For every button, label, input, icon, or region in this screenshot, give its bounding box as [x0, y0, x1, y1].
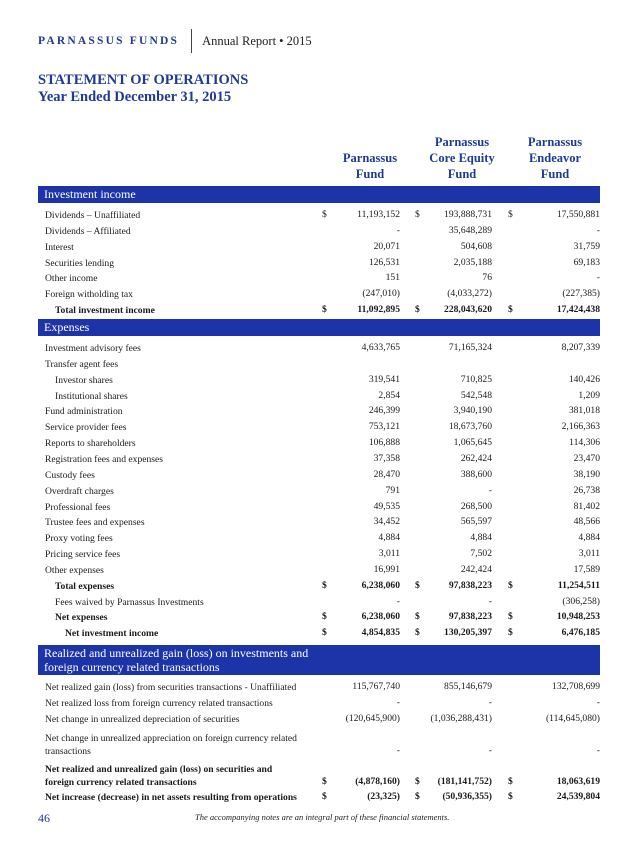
row-value: 18,063,619: [556, 775, 600, 787]
row-value: (120,645,900): [345, 712, 400, 724]
row-value: 542,548: [460, 389, 492, 401]
row-value: (306,258): [562, 595, 600, 607]
table-row: [45, 288, 600, 302]
table-row: [45, 791, 600, 805]
row-value: 18,673,760: [448, 421, 492, 433]
section-title: Expenses: [44, 320, 90, 334]
row-value: 17,589: [573, 563, 600, 575]
footer-note: The accompanying notes are an integral part of these financial statements.: [195, 812, 450, 822]
row-value: (50,936,355): [442, 790, 492, 802]
row-value: 37,358: [373, 452, 400, 464]
row-label: [55, 390, 128, 403]
table-row: [45, 580, 600, 594]
row-value: -: [488, 696, 492, 708]
column-header-line: Parnassus: [434, 135, 490, 149]
row-value: 855,146,679: [444, 681, 492, 692]
row-value: -: [396, 744, 400, 756]
row-value: 106,888: [368, 437, 400, 449]
row-label-line: Dividends – Unaffiliated: [45, 210, 141, 221]
row-value: 11,193,152: [357, 209, 400, 220]
row-value: 69,183: [573, 256, 600, 268]
row-label: [45, 516, 145, 529]
row-label: [45, 209, 140, 222]
row-value: 1,065,645: [453, 437, 492, 449]
table-row: [45, 304, 600, 318]
row-label-line: Other income: [45, 273, 98, 285]
dollar-sign: $: [508, 775, 513, 787]
row-value: -: [488, 484, 492, 496]
table-row: [45, 453, 600, 467]
row-label-line: Net increase (decrease) in net assets resulting from operations: [45, 791, 297, 803]
row-label-line: Other expenses: [45, 564, 104, 576]
table-row: [45, 421, 600, 435]
dollar-sign: $: [415, 304, 420, 316]
row-label-line: Total investment income: [55, 305, 155, 317]
column-header-line: Parnassus: [527, 135, 583, 149]
table-row: [45, 405, 600, 419]
row-label-line: Total expenses: [55, 580, 115, 592]
dollar-sign: $: [415, 790, 420, 802]
row-value: 504,608: [460, 240, 492, 252]
row-label-line: Foreign witholding tax: [45, 289, 133, 301]
row-value: (227,385): [562, 288, 600, 300]
row-value: 140,426: [568, 373, 600, 385]
table-row: [45, 713, 600, 727]
row-value: -: [596, 744, 600, 756]
row-value: 4,633,765: [361, 342, 400, 353]
row-value: (4,878,160): [355, 775, 400, 787]
row-label-line: Registration fees and expenses: [45, 453, 164, 465]
table-row: [45, 469, 600, 483]
row-value: 2,166,363: [561, 421, 600, 433]
row-value: (1,036,288,431): [430, 712, 492, 724]
row-label: [45, 697, 273, 710]
dollar-sign: $: [322, 304, 327, 316]
table-row: [45, 225, 600, 239]
row-value: (247,010): [362, 288, 400, 300]
section-header: [38, 645, 600, 675]
table-row: [45, 516, 600, 530]
row-value: 24,539,804: [556, 790, 600, 802]
row-label-line: Fund administration: [45, 406, 123, 418]
table-row: [45, 564, 600, 578]
row-value: 319,541: [368, 373, 400, 385]
table-row: [45, 763, 600, 791]
dollar-sign: $: [508, 611, 513, 623]
dollar-sign: $: [415, 209, 420, 220]
table-row: [45, 485, 600, 499]
row-value: -: [396, 595, 400, 607]
row-value: 151: [385, 272, 400, 284]
table-row: [45, 627, 600, 641]
row-label-line: Net change in unrealized depreciation of securities: [45, 713, 240, 725]
row-label-line: Net change in unrealized appreciation on foreign currency related: [45, 732, 297, 744]
row-value: -: [396, 224, 400, 236]
column-header: [412, 134, 512, 182]
table-row: [45, 272, 600, 286]
row-value: 48,566: [573, 516, 600, 528]
row-label-line: Net realized and unrealized gain (loss) on securities and: [45, 763, 273, 775]
row-label: [45, 732, 297, 758]
row-label: [45, 548, 120, 561]
row-value: -: [596, 272, 600, 284]
table-row: [45, 257, 600, 271]
dollar-sign: $: [322, 775, 327, 787]
row-value: 3,011: [378, 548, 400, 560]
section-header: [38, 319, 600, 336]
row-value: 388,600: [460, 468, 492, 480]
row-value: -: [488, 744, 492, 756]
table-row: [45, 390, 600, 404]
dollar-sign: $: [508, 790, 513, 802]
row-label: [45, 342, 141, 355]
row-value: 130,205,397: [444, 627, 492, 639]
table-row: [45, 697, 600, 711]
row-value: 193,888,731: [444, 209, 492, 220]
row-label: [55, 596, 204, 609]
dollar-sign: $: [322, 579, 327, 591]
row-label: [45, 469, 95, 482]
column-header-line: Parnassus: [342, 151, 398, 165]
row-label: [65, 627, 158, 640]
row-value: 4,854,835: [361, 627, 400, 639]
row-value: 97,838,223: [448, 579, 492, 591]
row-value: 26,738: [573, 484, 600, 496]
row-value: 76: [482, 272, 492, 284]
dollar-sign: $: [508, 304, 513, 316]
row-value: 565,597: [460, 516, 492, 528]
row-label: [45, 564, 104, 577]
table-row: [45, 437, 600, 451]
row-label: [45, 405, 123, 418]
table-row: [45, 732, 600, 760]
row-value: 126,531: [368, 256, 400, 268]
row-value: 97,838,223: [448, 611, 492, 623]
table-row: [45, 342, 600, 356]
row-value: 49,535: [373, 500, 400, 512]
table-row: [45, 209, 600, 223]
dollar-sign: $: [415, 579, 420, 591]
section-title: foreign currency related transactions: [44, 660, 220, 674]
row-label-line: Trustee fees and expenses: [45, 517, 145, 529]
row-label-line: Reports to shareholders: [45, 438, 136, 450]
row-value: 791: [385, 484, 400, 496]
dollar-sign: $: [415, 775, 420, 787]
column-header-line: Fund: [540, 167, 570, 181]
row-value: (23,325): [367, 790, 400, 802]
table-row: [45, 358, 600, 372]
table-row: [45, 374, 600, 388]
row-value: 81,402: [573, 500, 600, 512]
row-value: 38,190: [573, 468, 600, 480]
row-value: 11,254,511: [557, 579, 600, 591]
row-label-line: foreign currency related transactions: [45, 776, 197, 788]
table-row: [45, 596, 600, 610]
column-header: [505, 134, 605, 182]
row-label-line: Proxy voting fees: [45, 533, 113, 545]
dollar-sign: $: [322, 209, 327, 220]
row-label-line: Net expenses: [55, 612, 108, 624]
row-label: [45, 713, 239, 726]
row-label: [45, 421, 127, 434]
row-label-line: Securities lending: [45, 257, 115, 269]
row-value: 7,502: [470, 548, 492, 560]
row-label: [45, 257, 114, 270]
row-label-line: Net investment income: [65, 628, 159, 640]
row-value: -: [596, 696, 600, 708]
row-label-line: transactions: [45, 745, 91, 757]
row-value: -: [396, 696, 400, 708]
row-value: 4,884: [378, 532, 400, 544]
row-value: 2,035,188: [453, 256, 492, 268]
dollar-sign: $: [508, 209, 513, 220]
column-header-line: Fund: [355, 167, 385, 181]
row-label-line: Net realized gain (loss) from securities transactions - Unaffiliated: [45, 682, 297, 693]
row-value: 6,238,060: [361, 579, 400, 591]
row-value: 34,452: [373, 516, 400, 528]
row-value: 6,476,185: [561, 627, 600, 639]
row-value: -: [596, 224, 600, 236]
row-value: (4,033,272): [447, 288, 492, 300]
row-value: 11,092,895: [357, 304, 400, 316]
table-row: [45, 548, 600, 562]
row-label-line: Dividends – Affiliated: [45, 225, 131, 237]
dollar-sign: $: [415, 627, 420, 639]
row-label-line: Institutional shares: [55, 390, 128, 402]
row-value: 16,991: [373, 563, 400, 575]
row-value: 35,648,289: [448, 224, 492, 236]
table-row: [45, 532, 600, 546]
row-value: 710,825: [460, 373, 492, 385]
row-label: [45, 501, 110, 514]
row-value: 246,399: [368, 405, 400, 417]
row-label: [55, 580, 114, 593]
row-value: 23,470: [573, 452, 600, 464]
row-value: 6,238,060: [361, 611, 400, 623]
report-name: Annual Report • 2015: [202, 33, 312, 48]
row-value: (181,141,752): [437, 775, 492, 787]
row-value: 381,018: [568, 405, 600, 417]
row-value: 17,424,438: [556, 304, 600, 316]
table-row: [45, 501, 600, 515]
row-value: 115,767,740: [352, 681, 400, 692]
row-value: 262,424: [460, 452, 492, 464]
row-value: 242,424: [460, 563, 492, 575]
column-header-line: Endeavor: [528, 151, 582, 165]
dollar-sign: $: [508, 627, 513, 639]
row-label-line: Professional fees: [45, 501, 111, 513]
column-header-line: Fund: [447, 167, 477, 181]
row-value: 31,759: [573, 240, 600, 252]
row-value: 228,043,620: [444, 304, 492, 316]
table-row: [45, 241, 600, 255]
table-row: [45, 611, 600, 625]
statement-title-line1: STATEMENT OF OPERATIONS: [38, 72, 249, 88]
row-label-line: Custody fees: [45, 469, 95, 481]
row-label-line: Net realized loss from foreign currency related transactions: [45, 697, 273, 709]
row-value: 71,165,324: [448, 342, 492, 353]
row-value: 28,470: [373, 468, 400, 480]
row-value: 20,071: [373, 240, 400, 252]
row-value: 3,011: [578, 548, 600, 560]
page-number: 46: [38, 811, 50, 825]
row-value: (114,645,080): [545, 712, 600, 724]
row-label: [45, 225, 131, 238]
row-value: 2,854: [378, 389, 400, 401]
section-title: Realized and unrealized gain (loss) on investments and: [44, 646, 309, 660]
row-label: [45, 358, 118, 371]
row-value: 1,209: [578, 389, 600, 401]
dollar-sign: $: [322, 627, 327, 639]
section-header: [38, 186, 600, 203]
row-label: [45, 791, 297, 804]
table-row: [45, 681, 600, 695]
row-value: 268,500: [460, 500, 492, 512]
row-label-line: Investor shares: [55, 374, 113, 386]
row-value: 17,550,881: [556, 209, 600, 220]
dollar-sign: $: [508, 579, 513, 591]
brand-name: PARNASSUS FUNDS: [38, 35, 180, 47]
row-label: [45, 681, 296, 694]
row-value: 4,884: [470, 532, 492, 544]
page-header: [38, 29, 312, 53]
row-label-line: Service provider fees: [45, 422, 127, 434]
statement-title-line2: Year Ended December 31, 2015: [38, 89, 232, 105]
row-label-line: Pricing service fees: [45, 549, 121, 561]
statement-title: [38, 72, 248, 106]
row-label: [55, 611, 108, 624]
row-label-line: Fees waived by Parnassus Investments: [55, 596, 204, 608]
row-label: [45, 272, 97, 285]
row-value: 10,948,253: [556, 611, 600, 623]
row-label: [45, 241, 74, 254]
section-title: Investment income: [44, 187, 136, 201]
row-label-line: Interest: [45, 241, 74, 253]
row-label: [45, 437, 136, 450]
row-label-line: Investment advisory fees: [45, 343, 141, 354]
row-label: [45, 763, 272, 789]
row-label: [55, 374, 113, 387]
row-label: [45, 453, 163, 466]
dollar-sign: $: [322, 790, 327, 802]
row-value: 132,708,699: [552, 681, 600, 692]
row-label: [45, 532, 113, 545]
row-value: 114,306: [569, 437, 600, 449]
dollar-sign: $: [415, 611, 420, 623]
row-value: 4,884: [578, 532, 600, 544]
row-value: -: [488, 595, 492, 607]
header-divider: [191, 29, 192, 53]
row-label-line: Overdraft charges: [45, 485, 114, 497]
row-label: [45, 288, 133, 301]
dollar-sign: $: [322, 611, 327, 623]
row-label: [45, 485, 114, 498]
row-label-line: Transfer agent fees: [45, 358, 119, 370]
row-value: 8,207,339: [561, 342, 600, 353]
column-header-line: Core Equity: [429, 151, 495, 165]
row-label: [55, 304, 155, 317]
row-value: 3,940,190: [453, 405, 492, 417]
row-value: 753,121: [368, 421, 400, 433]
column-header: [320, 150, 420, 182]
